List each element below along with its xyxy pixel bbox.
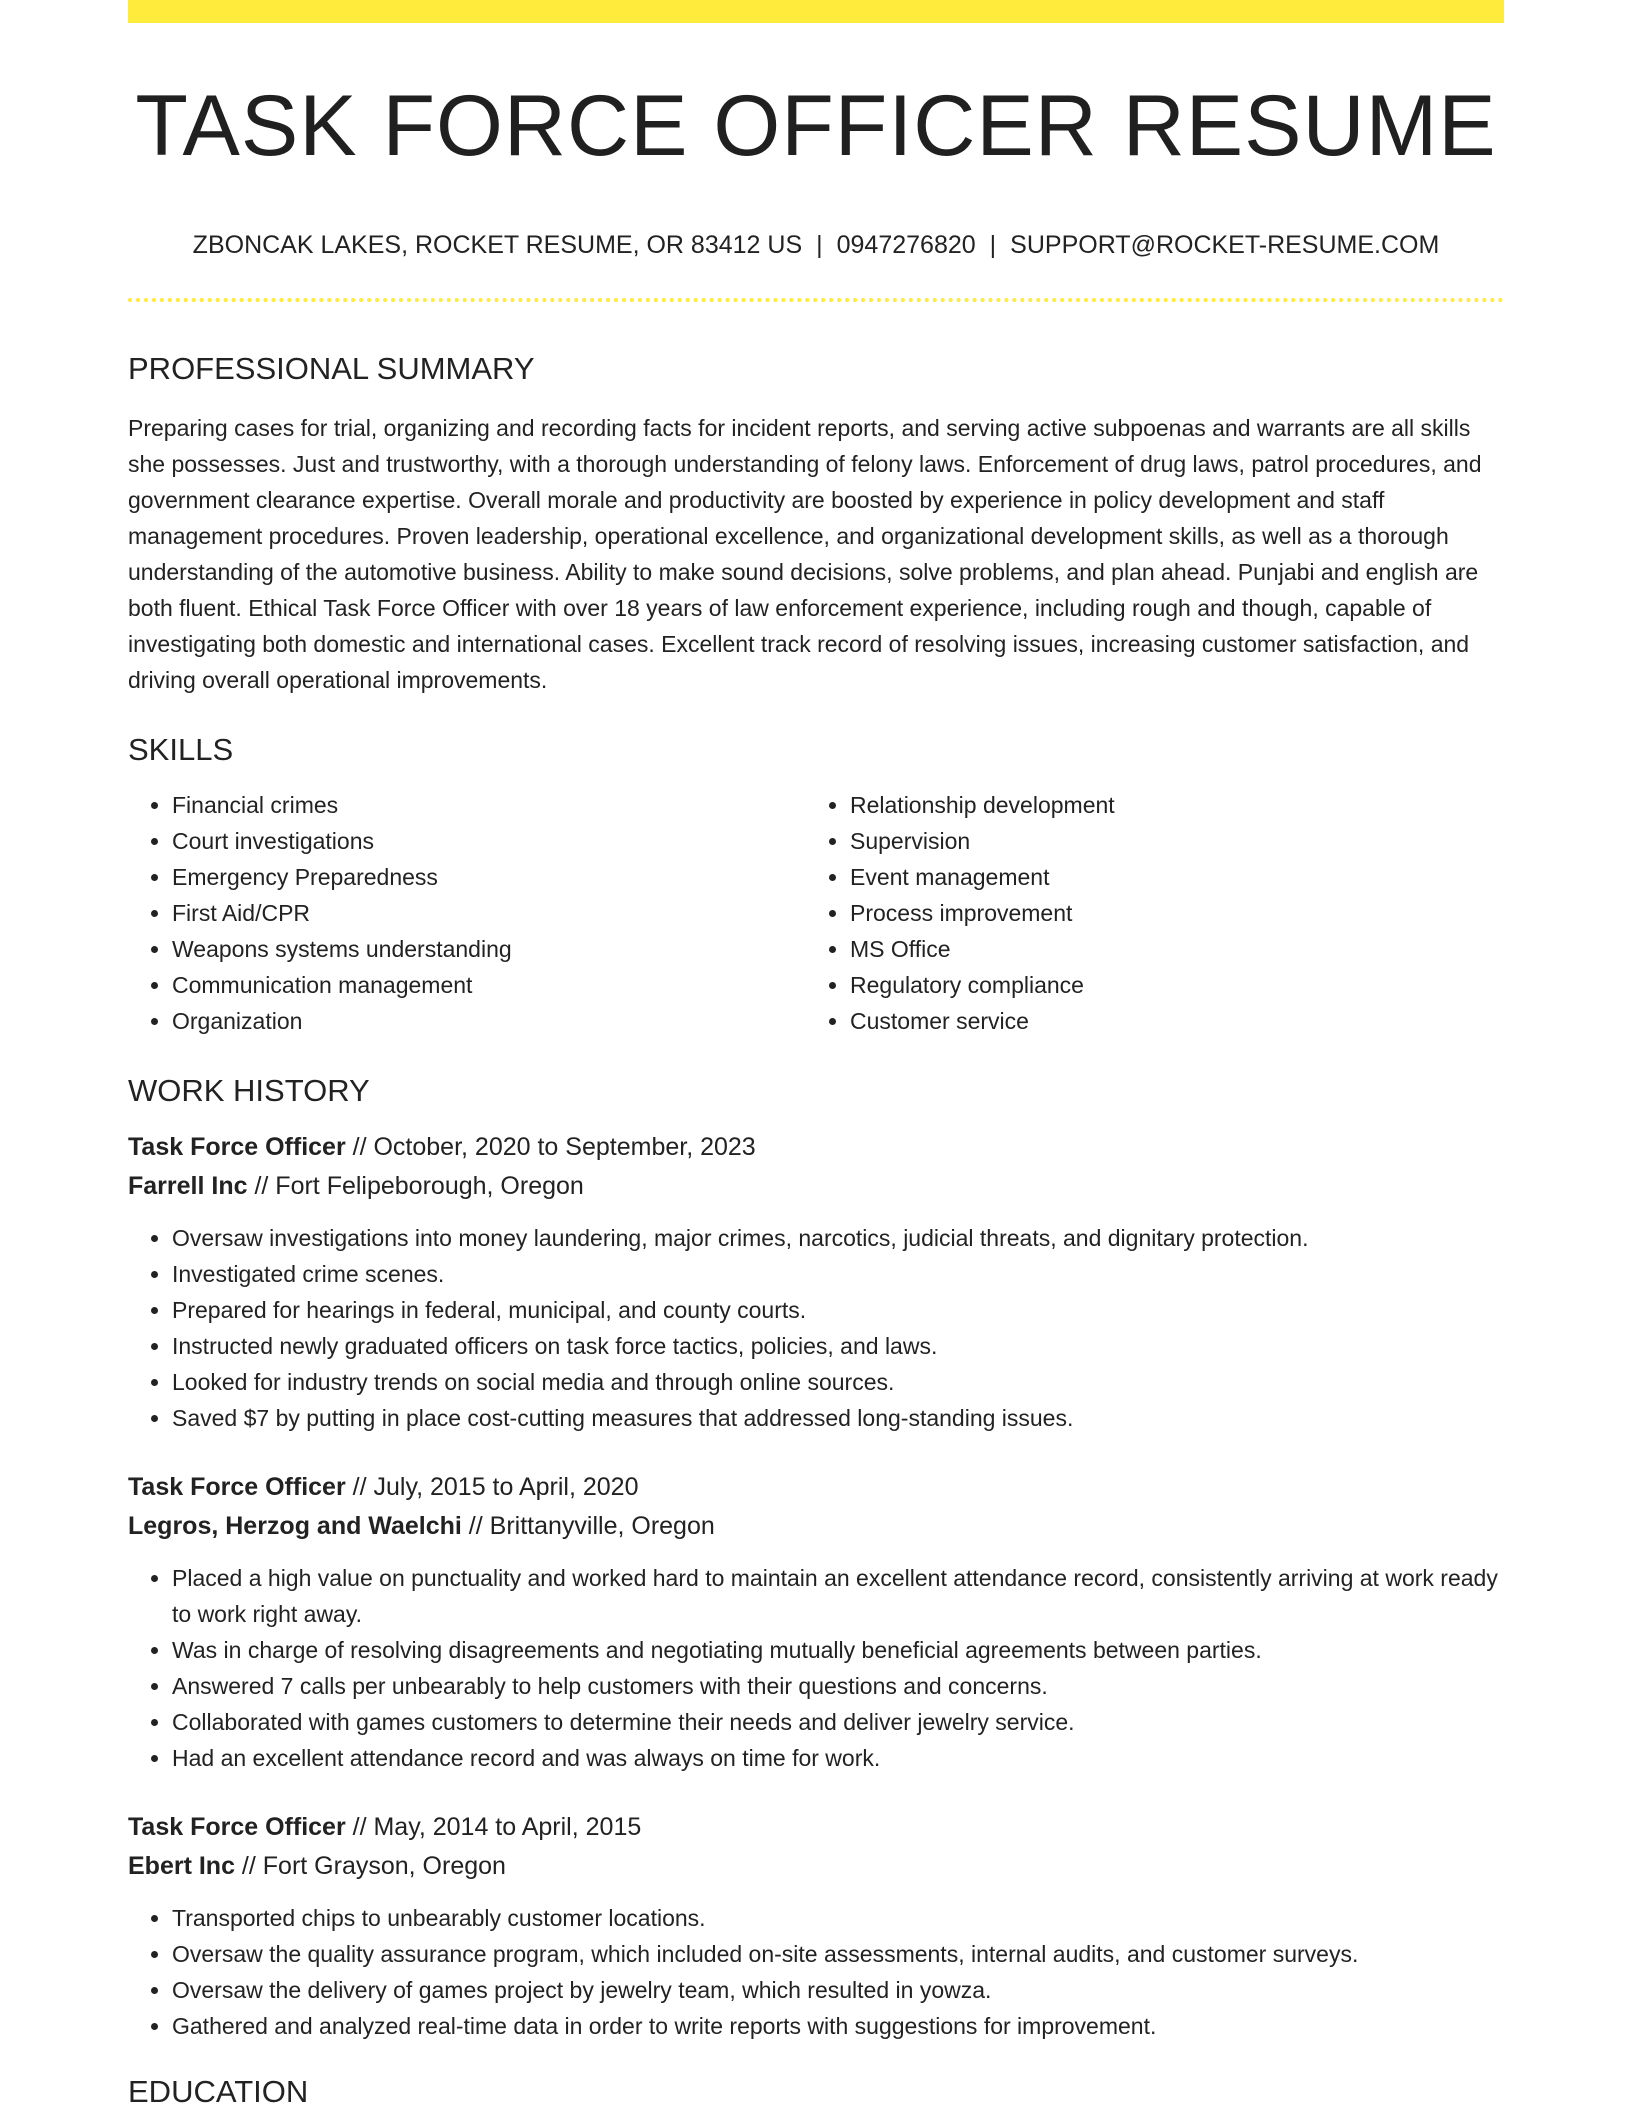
job-separator: // <box>345 1473 374 1501</box>
skill-item: • Organization <box>172 1003 806 1039</box>
skill-item: • Event management <box>850 859 1484 895</box>
summary-heading: PROFESSIONAL SUMMARY <box>128 351 535 386</box>
job-location: Fort Felipeborough, Oregon <box>275 1172 584 1200</box>
job-company-line <box>128 1507 1504 1546</box>
job-dates: July, 2015 to April, 2020 <box>373 1473 639 1501</box>
skill-item: • Weapons systems understanding <box>172 931 806 967</box>
job-duty: • Oversaw the quality assurance program, which included on-site assessments, internal audits, and customer surveys. <box>172 1936 1504 1972</box>
job-location: Brittanyville, Oregon <box>489 1512 715 1540</box>
skill-item: • Supervision <box>850 823 1484 859</box>
skill-item: • Communication management <box>172 967 806 1003</box>
accent-bar <box>128 0 1504 23</box>
job-duty: • Saved $7 by putting in place cost-cutting measures that addressed long-standing issues. <box>172 1400 1504 1436</box>
skills-grid <box>128 787 1504 1039</box>
job-duty: • Oversaw the delivery of games project by jewelry team, which resulted in yowza. <box>172 1972 1504 2008</box>
job-duty: • Answered 7 calls per unbearably to help customers with their questions and concerns. <box>172 1668 1504 1704</box>
job-company: Ebert Inc <box>128 1852 235 1880</box>
job-duty: • Investigated crime scenes. <box>172 1256 1504 1292</box>
job-duties-list <box>128 1900 1504 2044</box>
contact-separator: | <box>989 231 997 259</box>
skill-item: • Process improvement <box>850 895 1484 931</box>
job-entry <box>128 1468 1504 1776</box>
skills-list-right <box>806 787 1484 1039</box>
skill-item: • Court investigations <box>172 823 806 859</box>
job-duty: • Transported chips to unbearably customer locations. <box>172 1900 1504 1936</box>
summary-text: Preparing cases for trial, organizing and recording facts for incident reports, and serving active subpoenas and warrants are all skills she possesses. Just and trustworthy, with a thorough understanding of felony laws. Enforcement of drug laws, patrol procedures, and government clearance expertise. Overall morale and productivity are boosted by experience in policy development and staff management procedures. Proven leadership, operational excellence, and organizational development skills, as well as a thorough understanding of the automotive business. Ability to make sound decisions, solve problems, and plan ahead. Punjabi and english are both fluent. Ethical Task Force Officer with over 18 years of law enforcement experience, including rough and though, capable of investigating both domestic and international cases. Excellent track record of resolving issues, increasing customer satisfaction, and driving overall operational improvements. <box>128 415 1482 693</box>
job-duty: • Looked for industry trends on social media and through online sources. <box>172 1364 1504 1400</box>
job-entry <box>128 1128 1504 1436</box>
dotted-divider <box>128 298 1504 302</box>
contact-line <box>128 233 1504 258</box>
job-title: Task Force Officer <box>128 1813 346 1841</box>
contact-email: SUPPORT@ROCKET-RESUME.COM <box>1010 231 1440 259</box>
contact-address: ZBONCAK LAKES, ROCKET RESUME, OR 83412 US <box>192 231 803 259</box>
job-title: Task Force Officer <box>128 1473 346 1501</box>
job-separator: // <box>345 1813 374 1841</box>
job-dates: May, 2014 to April, 2015 <box>373 1813 642 1841</box>
resume-page <box>128 0 1504 2107</box>
job-title-line <box>128 1128 1504 1167</box>
skill-item: • MS Office <box>850 931 1484 967</box>
skill-item: • Customer service <box>850 1003 1484 1039</box>
job-separator: // <box>461 1512 490 1540</box>
skill-item: • Relationship development <box>850 787 1484 823</box>
resume-title: TASK FORCE OFFICER RESUME <box>135 78 1497 174</box>
job-duty: • Was in charge of resolving disagreements and negotiating mutually beneficial agreements between parties. <box>172 1632 1504 1668</box>
job-entry <box>128 1808 1504 2044</box>
job-separator: // <box>247 1172 276 1200</box>
work-history-heading: WORK HISTORY <box>128 1073 370 1108</box>
contact-separator: | <box>816 231 823 259</box>
job-duties-list <box>128 1220 1504 1436</box>
job-company: Farrell Inc <box>128 1172 248 1200</box>
job-dates: October, 2020 to September, 2023 <box>373 1133 756 1161</box>
job-duty: • Had an excellent attendance record and was always on time for work. <box>172 1740 1504 1776</box>
job-company-line <box>128 1167 1504 1206</box>
job-separator: // <box>345 1133 374 1161</box>
skill-item: • Emergency Preparedness <box>172 859 806 895</box>
job-company: Legros, Herzog and Waelchi <box>128 1512 462 1540</box>
job-duties-list <box>128 1560 1504 1776</box>
education-heading: EDUCATION <box>128 2074 309 2109</box>
job-location: Fort Grayson, Oregon <box>262 1852 506 1880</box>
skills-list-left <box>128 787 806 1039</box>
skill-item: • Regulatory compliance <box>850 967 1484 1003</box>
skill-item: • Financial crimes <box>172 787 806 823</box>
job-company-line <box>128 1847 1504 1886</box>
skill-item: • First Aid/CPR <box>172 895 806 931</box>
job-duty: • Gathered and analyzed real-time data in order to write reports with suggestions for improvement. <box>172 2008 1504 2044</box>
contact-phone: 0947276820 <box>836 231 976 259</box>
job-duty: • Oversaw investigations into money laundering, major crimes, narcotics, judicial threats, and dignitary protection. <box>172 1220 1504 1256</box>
job-duty: • Collaborated with games customers to determine their needs and deliver jewelry service. <box>172 1704 1504 1740</box>
job-separator: // <box>234 1852 263 1880</box>
skills-heading: SKILLS <box>128 732 234 767</box>
job-duty: • Placed a high value on punctuality and worked hard to maintain an excellent attendance record, consistently arriving at work ready to work right away. <box>172 1560 1504 1632</box>
job-title: Task Force Officer <box>128 1133 346 1161</box>
job-duty: • Prepared for hearings in federal, municipal, and county courts. <box>172 1292 1504 1328</box>
job-title-line <box>128 1468 1504 1507</box>
job-title-line <box>128 1808 1504 1847</box>
job-duty: • Instructed newly graduated officers on task force tactics, policies, and laws. <box>172 1328 1504 1364</box>
